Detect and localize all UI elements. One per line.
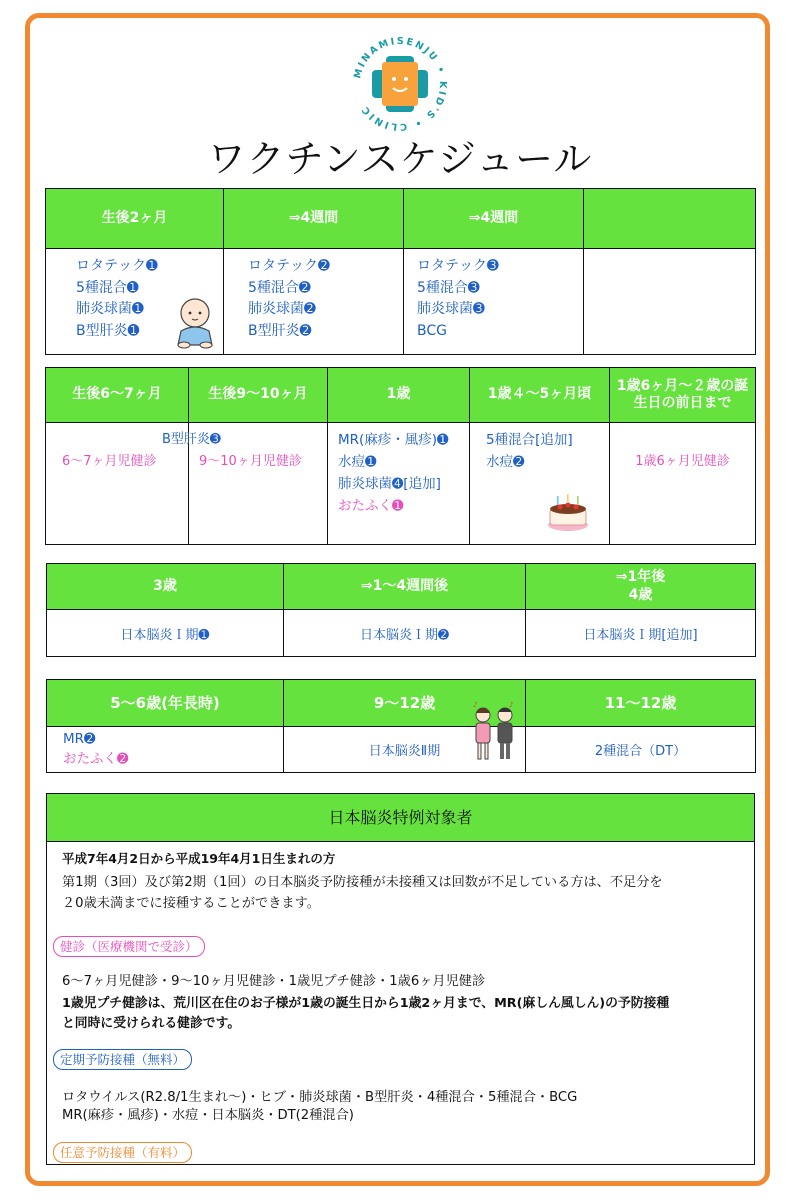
checkup-list: 6〜7ヶ月児健診・9〜10ヶ月児健診・1歳児プチ健診・1歳6ヶ月児健診 — [62, 974, 486, 989]
baby-icon — [172, 295, 218, 349]
vaccine-cell-2months — [46, 249, 224, 355]
checkup-6-7months: 6〜7ヶ月児健診 — [62, 454, 157, 469]
cell-1year-4-5months — [470, 423, 610, 545]
routine-list-1: ロタウイルス(R2.8/1生まれ〜)・ヒブ・肺炎球菌・B型肝炎・4種混合・5種混合・BCG — [62, 1090, 578, 1105]
list-item: 5種混合➌ — [417, 279, 480, 296]
birthday-cake-icon — [546, 493, 590, 533]
page-title: ワクチンスケジュール — [207, 137, 593, 181]
list-item: BCG — [417, 322, 447, 339]
header-3years: 3歳 — [47, 564, 284, 610]
cell-1year6months — [610, 423, 756, 545]
checkup-9-10months: 9〜10ヶ月児健診 — [199, 454, 302, 469]
header-1-4weeks: ⇒1〜4週間後 — [284, 564, 526, 610]
list-item: ロタテック➋ — [248, 258, 330, 274]
header-1year: 1歳 — [328, 368, 470, 423]
header-empty — [584, 189, 756, 249]
tag-optional: 任意予防接種（有料） — [53, 1142, 192, 1163]
hepatitis-b-3-label: B型肝炎➌ — [162, 432, 221, 447]
list-item: おたふく➋ — [63, 751, 129, 767]
list-item: 水痘➋ — [486, 454, 525, 470]
je-2-label: 日本脳炎Ⅱ期 — [368, 744, 441, 759]
svg-text:♪: ♪ — [473, 701, 478, 709]
list-item: B型肝炎➋ — [248, 322, 312, 339]
vaccine-cell-4weeks-a — [224, 249, 404, 355]
je-special-text-2: ２0歳未満までに接種することができます。 — [62, 896, 320, 911]
header-4weeks-a: ⇒4週間 — [224, 189, 404, 249]
routine-list-2: MR(麻疹・風疹)・水痘・日本脳炎・DT(2種混合) — [62, 1108, 354, 1123]
header-9-10months: 生後9〜10ヶ月 — [189, 368, 328, 423]
header-2months: 生後2ヶ月 — [46, 189, 224, 249]
header-11-12years: 11〜12歳 — [526, 680, 756, 727]
list-item: MR➋ — [63, 731, 96, 747]
je-special-text-1: 第1期（3回）及び第2期（1回）の日本脳炎予防接種が未接種又は回数が不足している方は、不足分を — [62, 875, 663, 890]
list-item: 5種混合➋ — [248, 279, 311, 296]
header-1year6months-2years: 1歳6ヶ月〜２歳の誕生日の前日まで — [610, 368, 756, 423]
schedule-table-5years — [46, 679, 756, 773]
list-item: 肺炎球菌➊ — [76, 301, 144, 317]
cell-11-12years: 2種混合（DT） — [526, 727, 756, 773]
je-cell-1: 日本脳炎Ｉ期➊ — [47, 610, 284, 657]
vaccine-cell-4weeks-b — [404, 249, 584, 355]
header-1year-4years: ⇒1年後 4歳 — [526, 564, 756, 610]
schedule-table-6months — [45, 367, 756, 545]
header-6-7months: 生後6〜7ヶ月 — [46, 368, 189, 423]
checkup-1year6months: 1歳6ヶ月児健診 — [635, 454, 730, 469]
tag-checkup: 健診（医療機関で受診） — [53, 936, 205, 957]
je-cell-2: 日本脳炎Ｉ期➋ — [284, 610, 526, 657]
header-4weeks-b: ⇒4週間 — [404, 189, 584, 249]
header-9-12years: 9〜12歳 — [284, 680, 526, 727]
svg-text:MINAMISENJU • KID'S • CLINIC: MINAMISENJU • KID'S • CLINIC — [352, 35, 449, 133]
list-item: 肺炎球菌➋ — [248, 301, 316, 317]
header-5-6years: 5〜6歳(年長時) — [47, 680, 284, 727]
svg-text:♪: ♪ — [509, 701, 514, 709]
schedule-table-2months — [45, 188, 756, 355]
list-item: MR(麻疹・風疹)➊ — [338, 432, 449, 448]
children-icon — [469, 701, 519, 767]
list-item: 5種混合➊ — [76, 279, 139, 296]
notes-heading: 日本脳炎特例対象者 — [47, 794, 754, 842]
list-item: 肺炎球菌➌ — [417, 301, 485, 317]
list-item: ロタテック➊ — [76, 258, 158, 274]
list-item: 水痘➊ — [338, 454, 377, 470]
list-item: B型肝炎➊ — [76, 322, 140, 339]
list-item: おたふく➊ — [338, 498, 404, 514]
je-special-eligibility: 平成7年4月2日から平成19年4月1日生まれの方 — [62, 851, 336, 866]
cell-1year — [328, 423, 470, 545]
list-item: ロタテック➌ — [417, 258, 499, 274]
cell-5-6years — [47, 727, 284, 773]
checkup-note-2: と同時に受けられる健診です。 — [62, 1016, 241, 1031]
list-item: 5種混合[追加] — [486, 432, 573, 448]
schedule-table-3years — [46, 563, 756, 657]
checkup-note-1: 1歳児プチ健診は、荒川区在住のお子様が1歳の誕生日から1歳2ヶ月まで、MR(麻しん風しん)の予防接種 — [62, 996, 670, 1011]
vaccine-cell-empty — [584, 249, 756, 355]
list-item: 肺炎球菌➍[追加] — [338, 476, 441, 492]
header-1year-4-5months: 1歳４〜5ヶ月頃 — [470, 368, 610, 423]
tag-routine: 定期予防接種（無料） — [53, 1049, 192, 1070]
clinic-logo — [348, 32, 452, 136]
je-cell-3: 日本脳炎Ｉ期[追加] — [526, 610, 756, 657]
